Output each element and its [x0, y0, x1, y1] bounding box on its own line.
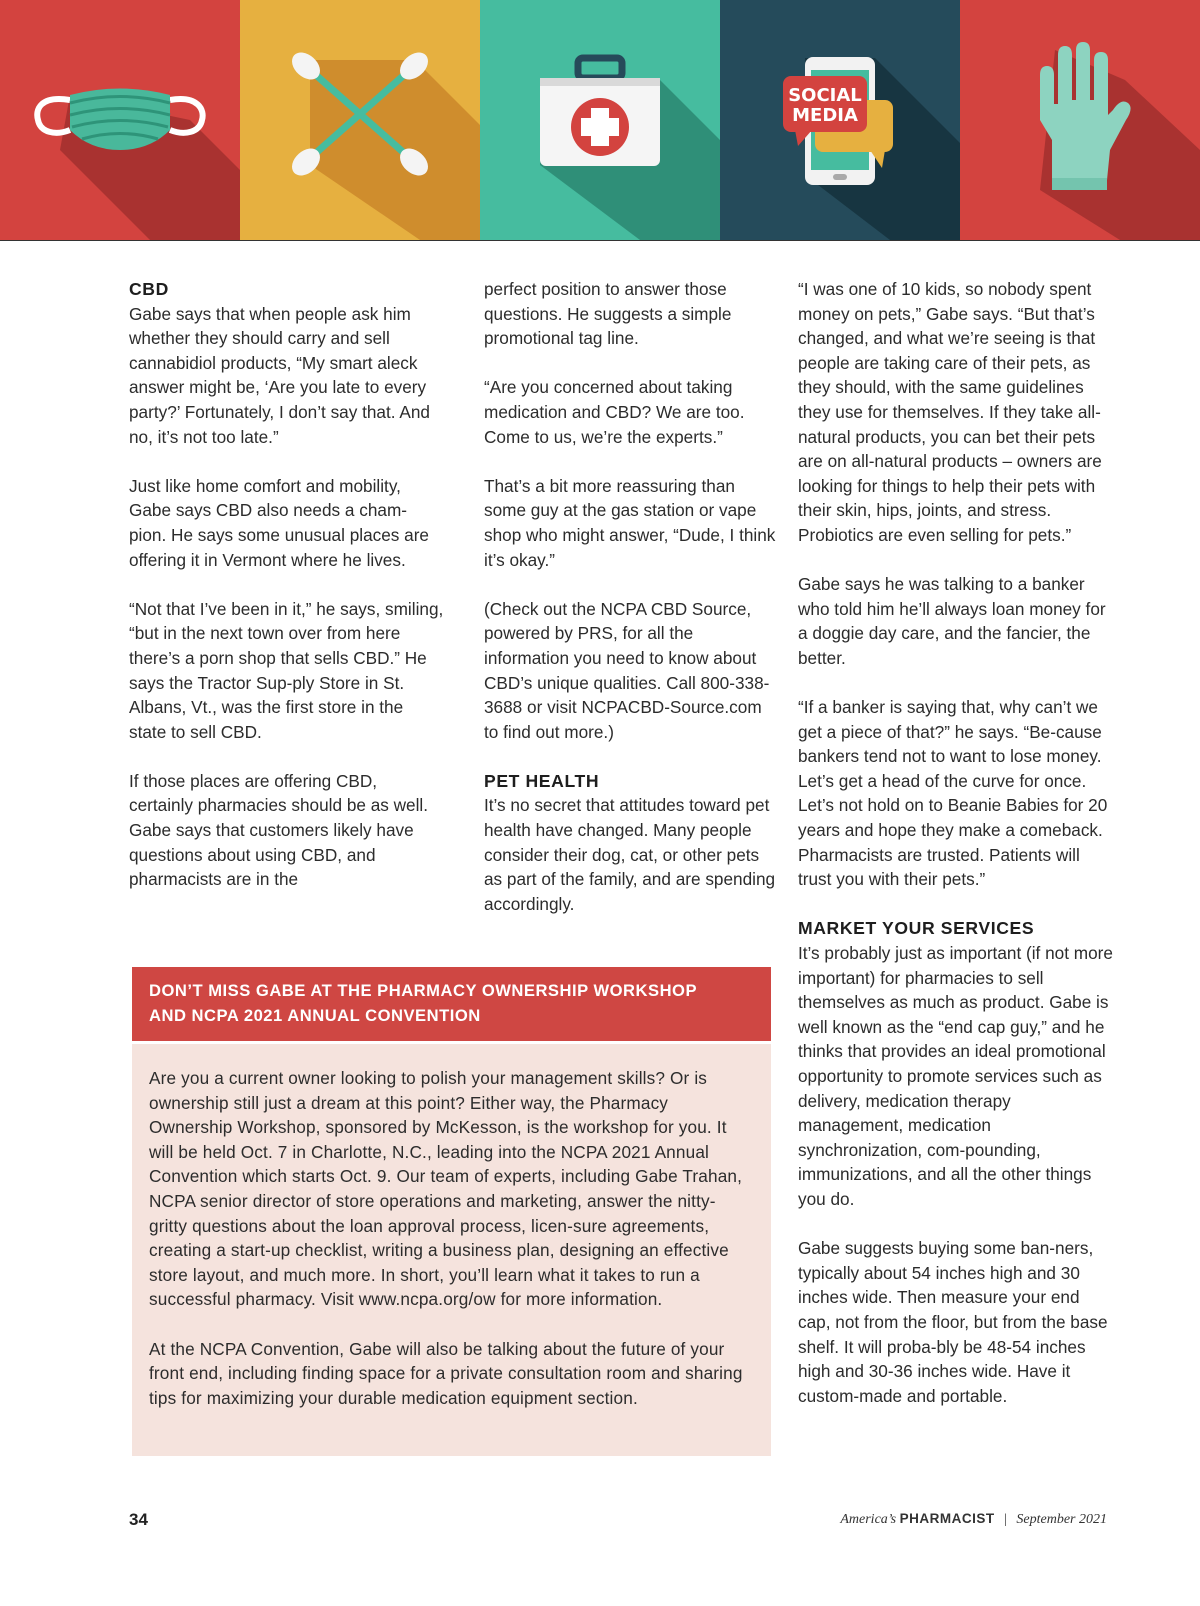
section-heading-market-your-services: MARKET YOUR SERVICES [798, 918, 1035, 939]
sidebar-body [132, 1044, 771, 1456]
section-heading-cbd: CBD [129, 279, 169, 299]
paragraph: perfect position to answer those questions. He suggests a simple promotional tag line. [484, 279, 732, 349]
paragraph: (Check out the NCPA CBD Source, powered by PRS, for all the information you need to know about CBD’s unique qualities. Call 800-338-3688 or visit NCPACBD-Source.com to find out more.) [484, 598, 770, 742]
magazine-name: PHARMACIST [899, 1511, 995, 1526]
face-mask-icon [0, 0, 240, 240]
paragraph: Gabe says he was talking to a banker who told him he’ll always loan money for a doggie day care, and the fancier, the better. [798, 574, 1106, 668]
article-column-1 [129, 277, 444, 916]
sidebar-paragraph: At the NCPA Convention, Gabe will also be talking about the future of your front end, including finding space for a private consultation room and sharing tips for maximizing your durable medication equipment section. [149, 1338, 743, 1408]
article-column-2 [484, 277, 779, 941]
paragraph: “Not that I’ve been in it,” he says, smiling, “but in the next town over from here there’s a porn shop that sells CBD.” He says the Tractor Sup-ply Store in St. Albans, Vt., was the first store in the state to sell CBD. [129, 598, 444, 742]
icon-banner [0, 0, 1200, 240]
sidebar-title-line-1: DON’T MISS GABE AT THE PHARMACY OWNERSHIP WORKSHOP [149, 981, 698, 1000]
paragraph: “If a banker is saying that, why can’t we get a piece of that?” he says. “Be-cause bankers tend not to want to lose money. Let’s get a head of the curve for once. Let’s not hold on to Beanie Babies for 20 years and hope they make a comeback. Pharmacists are trusted. Patients will trust you with their pets.” [798, 697, 1108, 890]
paragraph: That’s a bit more reassuring than some guy at the gas station or vape shop who might answer, “Dude, I think it’s okay.” [484, 475, 776, 570]
paragraph: Gabe suggests buying some ban-ners, typically about 54 inches high and 30 inches wide. Then measure your end cap, not from the floor, but from the base shelf. It will proba-bly be 48-54 inches high and 30-36 inches wide. Have it custom-made and portable. [798, 1238, 1108, 1406]
social-media-line1: SOCIAL [788, 85, 862, 106]
banner-panel-first-aid [480, 0, 720, 240]
medical-glove-icon [960, 0, 1200, 240]
convention-sidebar [132, 967, 771, 1456]
issue-date: September 2021 [1016, 1512, 1107, 1527]
paragraph: If those places are offering CBD, certainly pharmacies should be as well. Gabe says that customers likely have questions about using CBD, and pharmacists are in the [129, 770, 429, 890]
article-column-3 [798, 277, 1113, 1433]
first-aid-kit-icon [480, 0, 720, 240]
paragraph: Gabe says that when people ask him whether they should carry and sell cannabidiol products, “My smart aleck answer might be, ‘Are you late to every party?’ Fortunately, I don’t say that. And no, it’s not too late.” [129, 303, 430, 447]
paragraph: “Are you concerned about taking medication and CBD? We are too. Come to us, we’re the experts.” [484, 377, 745, 447]
page-number: 34 [129, 1510, 148, 1529]
banner-divider [0, 240, 1200, 241]
sidebar-header [132, 967, 771, 1041]
magazine-footer [840, 1511, 1107, 1528]
paragraph: It’s probably just as important (if not more important) for pharmacies to sell themselves as much as product. Gabe is well known as the “end cap guy,” and he thinks that provides an ideal promotional opportunity to promote services such as delivery, medication therapy management, medication synchronization, com-pounding, immunizations, and all the other things you do. [798, 943, 1113, 1209]
footer-separator: | [1004, 1512, 1007, 1527]
social-media-phone-icon [720, 0, 960, 240]
section-heading-pet-health: PET HEALTH [484, 770, 600, 791]
social-media-line2: MEDIA [792, 105, 858, 126]
paragraph: Just like home comfort and mobility, Gabe says CBD also needs a cham-pion. He says some unusual places are offering it in Vermont where he lives. [129, 475, 429, 570]
banner-panel-swabs [240, 0, 480, 240]
banner-panel-social-media [720, 0, 960, 240]
sidebar-paragraph: Are you a current owner looking to polish your management skills? Or is ownership still just a dream at this point? Either way, the Pharmacy Ownership Workshop, sponsored by McKesson, is the workshop for you. It will be held Oct. 7 in Charlotte, N.C., leading into the NCPA 2021 Annual Convention which starts Oct. 9. Our team of experts, including Gabe Trahan, NCPA senior director of store operations and marketing, answer the nitty-gritty questions about the loan approval process, licen-sure agreements, creating a start-up checklist, writing a business plan, designing an effective store layout, and much more. In short, you’ll learn what it takes to run a successful pharmacy. Visit www.ncpa.org/ow for more information. [149, 1068, 743, 1310]
paragraph: “I was one of 10 kids, so nobody spent money on pets,” Gabe says. “But that’s changed, and what we’re seeing is that people are taking care of their pets, as they should, with the same guidelines they use for themselves. If they take all-natural products, you can bet their pets are on all-natural products – owners are looking for things to help their pets with their skin, hips, joints, and stress. Probiotics are even selling for pets.” [798, 279, 1102, 545]
paragraph: It’s no secret that attitudes toward pet health have changed. Many people consider their dog, cat, or other pets as part of the family, and are spending accordingly. [484, 795, 776, 914]
banner-panel-glove [960, 0, 1200, 240]
sidebar-title-line-2: AND NCPA 2021 ANNUAL CONVENTION [149, 1005, 481, 1025]
cotton-swabs-icon [240, 0, 480, 240]
magazine-name-prefix: America’s [840, 1512, 897, 1527]
banner-panel-mask [0, 0, 240, 240]
